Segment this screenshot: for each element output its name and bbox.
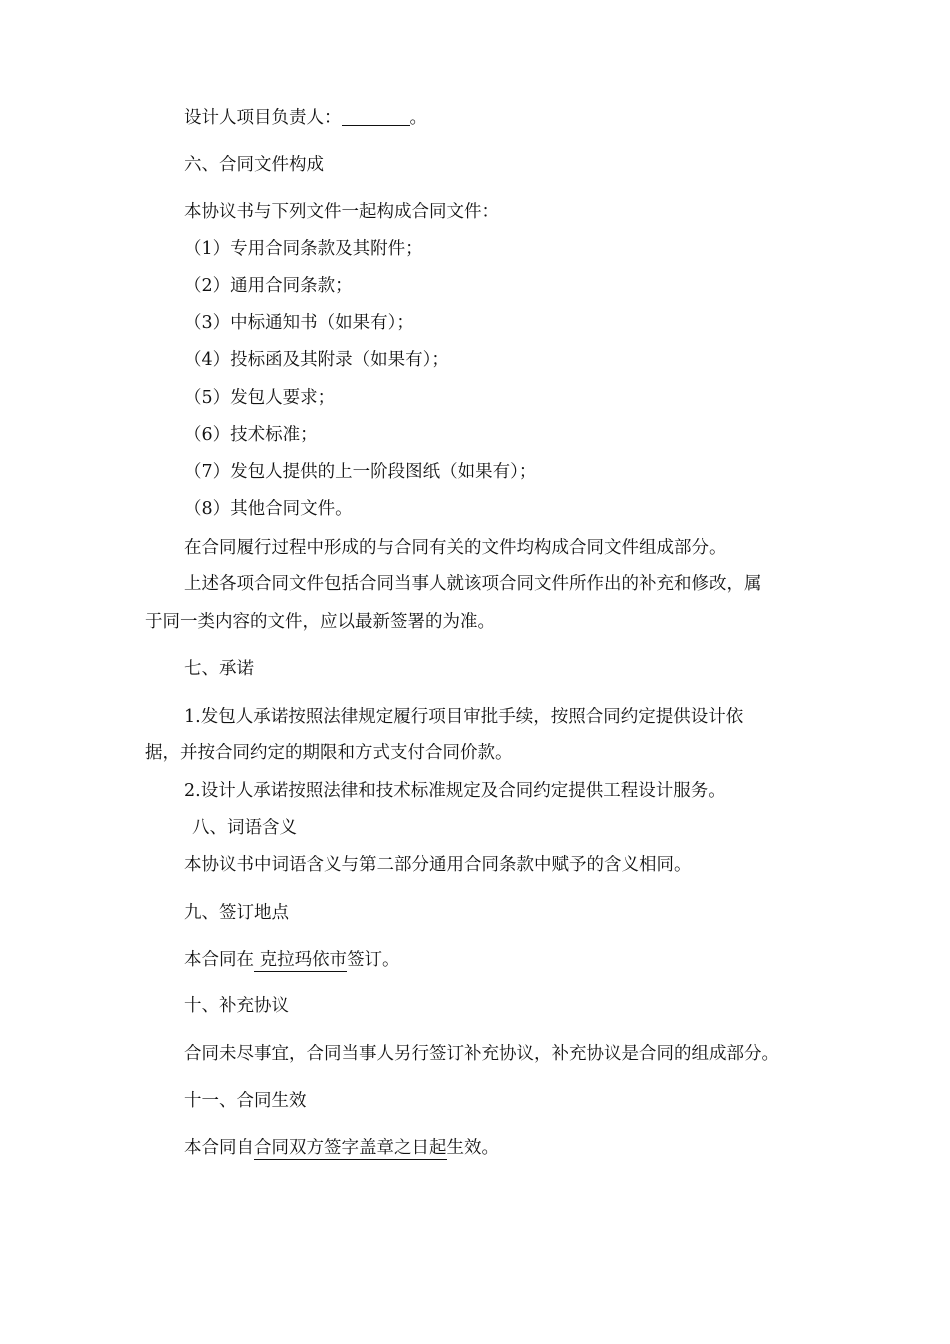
section-10-paragraph: 合同未尽事宜，合同当事人另行签订补充协议，补充协议是合同的组成部分。	[184, 1044, 779, 1064]
designer-lead-blank	[342, 107, 410, 126]
list-item: （5）发包人要求；	[184, 388, 336, 408]
section-6-title: 六、合同文件构成	[184, 155, 324, 175]
section-11-suffix: 生效。	[446, 1138, 499, 1158]
section-10-title: 十、补充协议	[184, 996, 289, 1016]
list-item: （1）专用合同条款及其附件；	[184, 239, 423, 259]
section-6-paragraph-1: 在合同履行过程中形成的与合同有关的文件均构成合同文件组成部分。	[184, 538, 727, 558]
section-6-paragraph-2-line-2: 于同一类内容的文件，应以最新签署的为准。	[145, 612, 495, 632]
section-11-paragraph	[184, 1136, 499, 1160]
section-9-title: 九、签订地点	[184, 903, 289, 923]
list-item: （7）发包人提供的上一阶段图纸（如果有）；	[184, 462, 537, 482]
section-11-prefix: 本合同自	[184, 1138, 254, 1158]
section-9-paragraph	[184, 948, 400, 972]
designer-lead-end: 。	[409, 108, 427, 128]
section-11-title: 十一、合同生效	[184, 1091, 307, 1111]
section-8-paragraph: 本协议书中词语含义与第二部分通用合同条款中赋予的含义相同。	[184, 855, 692, 875]
section-8-title: 八、词语含义	[192, 818, 297, 838]
designer-lead-label: 设计人项目负责人：	[184, 108, 342, 128]
section-9-prefix: 本合同在	[184, 950, 254, 970]
effective-condition: 合同双方签字盖章之日起	[254, 1138, 447, 1158]
section-7-paragraph-1-line-2: 据，并按合同约定的期限和方式支付合同价款。	[145, 743, 513, 763]
list-item: （3）中标通知书（如果有）；	[184, 313, 414, 333]
list-item: （2）通用合同条款；	[184, 276, 353, 296]
section-6-intro: 本协议书与下列文件一起构成合同文件：	[184, 202, 499, 222]
signing-place: 克拉玛依市	[254, 950, 348, 970]
section-9-suffix: 签订。	[347, 950, 400, 970]
list-item: （8）其他合同文件。	[184, 499, 353, 519]
designer-lead-line	[184, 106, 427, 130]
section-6-paragraph-2-line-1: 上述各项合同文件包括合同当事人就该项合同文件所作出的补充和修改，属	[184, 574, 762, 594]
section-7-paragraph-2: 2.设计人承诺按照法律和技术标准规定及合同约定提供工程设计服务。	[184, 781, 726, 801]
section-7-title: 七、承诺	[184, 659, 254, 679]
section-7-paragraph-1-line-1: 1.发包人承诺按照法律规定履行项目审批手续，按照合同约定提供设计依	[184, 707, 744, 727]
list-item: （4）投标函及其附录（如果有）；	[184, 350, 449, 370]
list-item: （6）技术标准；	[184, 425, 318, 445]
